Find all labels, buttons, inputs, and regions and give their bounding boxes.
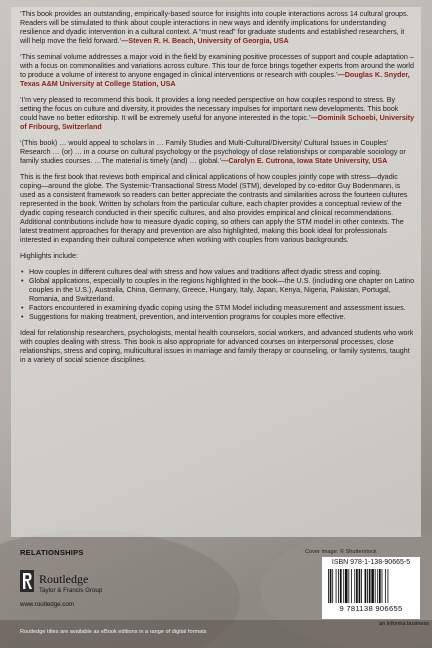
endorsement-attribution: —Douglas K. Snyder, Texas A&M University at College Station, USA bbox=[20, 71, 410, 88]
ebook-note: Routledge titles are available as eBook editions in a range of digital formats bbox=[20, 629, 207, 635]
endorsement-quote: ‘This book provides an outstanding, empirically-based source for insights into couple interactions across 14 cultural groups. Readers will be stimulated to think about couple interactions in new ways and identify implications for understanding resilience and dyadic intervention in a cultural context. A “must read” for graduate students and established researchers, it will help move the field forward.’ bbox=[20, 10, 409, 45]
endorsement-attribution: —Steven R. H. Beach, University of Georgia, USA bbox=[121, 37, 289, 45]
endorsement bbox=[20, 96, 416, 132]
endorsement-quote: ‘This seminal volume addresses a major void in the field by examining positive processes of support and couple adaptation – with a focus on commonalities and variations across culture. This tour de force brings together experts from around the world to produce a volume of interest to anyone engaged in clinical interventions or research with couples.’ bbox=[20, 53, 414, 79]
publisher-logo[interactable] bbox=[20, 570, 160, 600]
barcode-block bbox=[322, 557, 420, 619]
book-description: This is the first book that reviews both empirical and clinical applications of how couples jointly cope with stress—dyadic coping—around the globe. The Systemic-Transactional Stress Model (STM), developed by co-editor Guy Bodenmann, is used as a consistent framework so readers can better appreciate the contrasts and similarities across the fourteen cultures represented in the book. Written by scholars from the particular culture, each chapter provides a conceptual review of the dyadic coping research conducted in their specific cultures, and also provides empirical and clinical recommendations. Additional contributions include how to measure dyadic coping, so others can apply the STM model in other contexts. The latest treatment approaches for therapy and prevention are also highlighted, making this book ideal for professionals interested in expanding their cultural competence when working with couples from various backgrounds. bbox=[20, 173, 408, 244]
routledge-r-logo-icon bbox=[20, 570, 34, 592]
endorsement-quote: ‘I’m very pleased to recommend this book. It provides a long needed perspective on how couples respond to stress. By setting the focus on culture and diversity, it provides the necessary impulses for important new developments. This book could have no better editorship. It will be extremely useful for anyone interested in the topic.’ bbox=[20, 96, 399, 122]
series-label: RELATIONSHIPS bbox=[20, 548, 84, 557]
cover-image-credit: Cover image: © Shutterstock bbox=[305, 549, 377, 555]
audience-paragraph: Ideal for relationship researchers, psychologists, mental health counselors, social workers, and advanced students who work with couples dealing with stress. This book is also appropriate for advanced courses on interpersonal processes, close relationships, stress and coping, multicultural issues in marriage and family therapy or counseling, or family systems, taught in a variety of social science disciplines. bbox=[20, 329, 414, 364]
highlight-item: • Factors encountered in examining dyadic coping using the STM Model including measurement and assessment issues. bbox=[29, 304, 416, 313]
barcode-image bbox=[327, 569, 415, 603]
endorsement-attribution: —Carolyn E. Cutrona, Iowa State University, USA bbox=[221, 157, 388, 165]
highlight-item: • How couples in different cultures deal with stress and how values and traditions affect dyadic stress and coping. bbox=[29, 268, 416, 277]
highlight-item: • Suggestions for making treatment, prevention, and intervention programs for couples more effective. bbox=[29, 313, 416, 322]
endorsement-attribution: —Dominik Schoebi, University of Fribourg, Switzerland bbox=[20, 114, 415, 131]
isbn-text: ISBN 978-1-138-90665-5 bbox=[331, 559, 411, 566]
cover-text bbox=[20, 10, 416, 372]
barcode-number: 9 781138 906655 bbox=[339, 604, 403, 613]
highlights-title: Highlights include: bbox=[20, 252, 78, 260]
endorsement bbox=[20, 139, 416, 166]
endorsement-quote: ‘(This book) … would appeal to scholars in … Family Studies and Multi-Cultural/Diversity/ Cultural Issues in Couples’ Research … (or) … in a course on cultural psychology or the psychology of close relationships or comparable sociology or family studies courses. …The material is timely (and) … global.’ bbox=[20, 139, 406, 165]
publisher-group: Taylor & Francis Group bbox=[39, 587, 103, 594]
highlights-list bbox=[20, 268, 416, 322]
publisher-name: Routledge bbox=[39, 572, 89, 586]
endorsement bbox=[20, 53, 416, 89]
highlight-item: • Global applications, especially to couples in the regions highlighted in the book—the U.S. (including one chapter on Latino couples in the U.S.), Australia, China, Germany, Greece, Hungary, Italy, Japan, Kenya, Nigeria, Pakistan, Portugal, Romania, and Switzerland. bbox=[29, 277, 416, 304]
informa-business-tagline: an informa business bbox=[379, 621, 430, 627]
publisher-url[interactable]: www.routledge.com bbox=[20, 601, 74, 608]
endorsement bbox=[20, 10, 416, 46]
